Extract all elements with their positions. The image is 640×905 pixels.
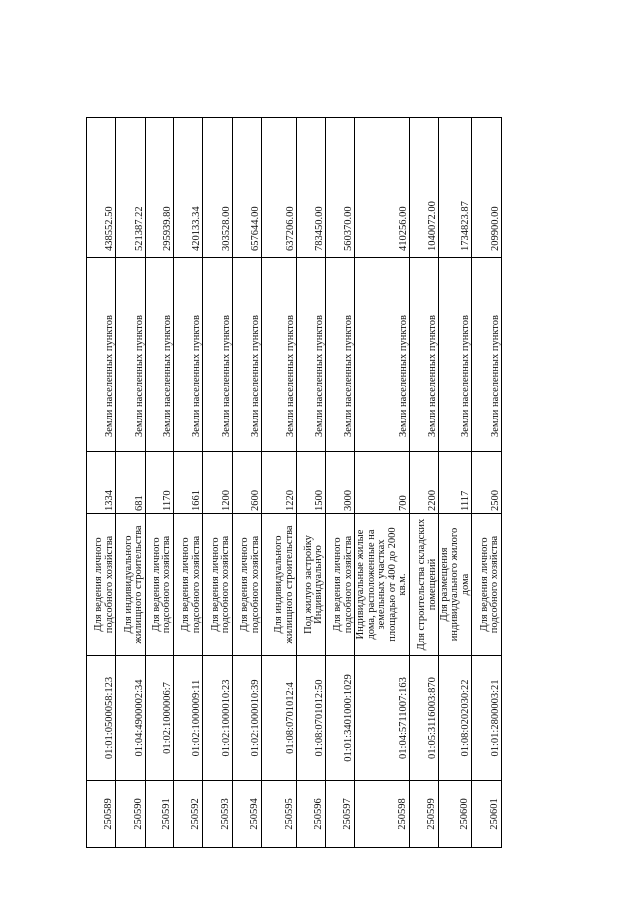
land-category-cell: Земли населенных пунктов bbox=[325, 258, 354, 452]
row-number-cell: 250601 bbox=[472, 781, 502, 848]
permitted-use-cell: Для размещения индивидуального жилого дома bbox=[439, 514, 472, 656]
area-cell: 1170 bbox=[145, 452, 173, 514]
cadastral-number-cell: 01:01:0500058:123 bbox=[87, 656, 116, 781]
cadastral-number-cell: 01:02:1000009:11 bbox=[174, 656, 203, 781]
row-number-cell: 250596 bbox=[296, 781, 325, 848]
area-cell: 1334 bbox=[87, 452, 116, 514]
land-category-cell: Земли населенных пунктов bbox=[232, 258, 261, 452]
permitted-use-cell: Для строительства складских помещений bbox=[409, 514, 438, 656]
area-cell: 1200 bbox=[203, 452, 232, 514]
land-category-cell: Земли населенных пунктов bbox=[87, 258, 116, 452]
cadastral-value-cell: 560370.00 bbox=[325, 118, 354, 258]
permitted-use-cell: Под жилую застройку Индивидуальную bbox=[296, 514, 325, 656]
cadastral-number-cell: 01:08:0701012:4 bbox=[262, 656, 296, 781]
permitted-use-cell: Для ведения личного подсобного хозяйства bbox=[174, 514, 203, 656]
cadastral-number-cell: 01:02:1000010:39 bbox=[232, 656, 261, 781]
area-cell: 681 bbox=[116, 452, 145, 514]
table-row bbox=[325, 118, 354, 848]
permitted-use-cell: Для ведения личного подсобного хозяйства bbox=[472, 514, 502, 656]
row-number-cell: 250598 bbox=[355, 781, 410, 848]
cadastral-value-cell: 1734823.87 bbox=[439, 118, 472, 258]
row-number-cell: 250600 bbox=[439, 781, 472, 848]
land-category-cell: Земли населенных пунктов bbox=[145, 258, 173, 452]
permitted-use-cell: Индивидуальные жилые дома, расположенные на земельных участках площадью от 400 до 2000 кв.м. bbox=[355, 514, 410, 656]
area-cell: 3000 bbox=[325, 452, 354, 514]
table-row bbox=[203, 118, 232, 848]
cadastral-number-cell: 01:08:0701012:50 bbox=[296, 656, 325, 781]
table-row bbox=[472, 118, 502, 848]
land-category-cell: Земли населенных пунктов bbox=[355, 258, 410, 452]
row-number-cell: 250590 bbox=[116, 781, 145, 848]
land-parcels-table bbox=[86, 117, 502, 848]
cadastral-value-cell: 438552.50 bbox=[87, 118, 116, 258]
cadastral-number-cell: 01:05:3116003:870 bbox=[409, 656, 438, 781]
cadastral-number-cell: 01:04:5711007:163 bbox=[355, 656, 410, 781]
land-category-cell: Земли населенных пунктов bbox=[203, 258, 232, 452]
cadastral-value-cell: 1040072.00 bbox=[409, 118, 438, 258]
permitted-use-cell: Для индивидуального жилищного строительства bbox=[262, 514, 296, 656]
area-cell: 1500 bbox=[296, 452, 325, 514]
area-cell: 2500 bbox=[472, 452, 502, 514]
permitted-use-cell: Для ведения личного подсобного хозяйства bbox=[232, 514, 261, 656]
row-number-cell: 250595 bbox=[262, 781, 296, 848]
cadastral-number-cell: 01:08:0202030:22 bbox=[439, 656, 472, 781]
area-cell: 700 bbox=[355, 452, 410, 514]
area-cell: 2600 bbox=[232, 452, 261, 514]
area-cell: 1661 bbox=[174, 452, 203, 514]
cadastral-number-cell: 01:02:1000006:7 bbox=[145, 656, 173, 781]
row-number-cell: 250593 bbox=[203, 781, 232, 848]
cadastral-value-cell: 420133.34 bbox=[174, 118, 203, 258]
row-number-cell: 250599 bbox=[409, 781, 438, 848]
cadastral-value-cell: 209900.00 bbox=[472, 118, 502, 258]
permitted-use-cell: Для ведения личного подсобного хозяйства bbox=[325, 514, 354, 656]
table-row bbox=[296, 118, 325, 848]
cadastral-value-cell: 657644.00 bbox=[232, 118, 261, 258]
table-row bbox=[145, 118, 173, 848]
cadastral-value-cell: 303528.00 bbox=[203, 118, 232, 258]
table-body bbox=[87, 118, 502, 848]
table-row bbox=[439, 118, 472, 848]
cadastral-value-cell: 410256.00 bbox=[355, 118, 410, 258]
cadastral-value-cell: 521387.22 bbox=[116, 118, 145, 258]
land-category-cell: Земли населенных пунктов bbox=[174, 258, 203, 452]
rotated-page bbox=[86, 118, 502, 848]
permitted-use-cell: Для ведения личного подсобного хозяйства bbox=[203, 514, 232, 656]
cadastral-number-cell: 01:01:2800003:21 bbox=[472, 656, 502, 781]
area-cell: 2200 bbox=[409, 452, 438, 514]
table-row bbox=[355, 118, 410, 848]
cadastral-value-cell: 783450.00 bbox=[296, 118, 325, 258]
area-cell: 1117 bbox=[439, 452, 472, 514]
permitted-use-cell: Для ведения личного подсобного хозяйства bbox=[87, 514, 116, 656]
area-cell: 1220 bbox=[262, 452, 296, 514]
table-row bbox=[87, 118, 116, 848]
land-category-cell: Земли населенных пунктов bbox=[409, 258, 438, 452]
permitted-use-cell: Для индивидуального жилищного строительства bbox=[116, 514, 145, 656]
table-row bbox=[116, 118, 145, 848]
cadastral-value-cell: 295939.80 bbox=[145, 118, 173, 258]
cadastral-number-cell: 01:01:3401000:1029 bbox=[325, 656, 354, 781]
table-row bbox=[262, 118, 296, 848]
land-category-cell: Земли населенных пунктов bbox=[472, 258, 502, 452]
row-number-cell: 250589 bbox=[87, 781, 116, 848]
row-number-cell: 250597 bbox=[325, 781, 354, 848]
land-category-cell: Земли населенных пунктов bbox=[296, 258, 325, 452]
cadastral-value-cell: 637206.00 bbox=[262, 118, 296, 258]
table-row bbox=[232, 118, 261, 848]
table-row bbox=[409, 118, 438, 848]
row-number-cell: 250594 bbox=[232, 781, 261, 848]
row-number-cell: 250591 bbox=[145, 781, 173, 848]
cadastral-number-cell: 01:04:4900002:34 bbox=[116, 656, 145, 781]
permitted-use-cell: Для ведения личного подсобного хозяйства bbox=[145, 514, 173, 656]
land-category-cell: Земли населенных пунктов bbox=[116, 258, 145, 452]
land-category-cell: Земли населенных пунктов bbox=[262, 258, 296, 452]
land-category-cell: Земли населенных пунктов bbox=[439, 258, 472, 452]
cadastral-number-cell: 01:02:1000010:23 bbox=[203, 656, 232, 781]
table-row bbox=[174, 118, 203, 848]
row-number-cell: 250592 bbox=[174, 781, 203, 848]
